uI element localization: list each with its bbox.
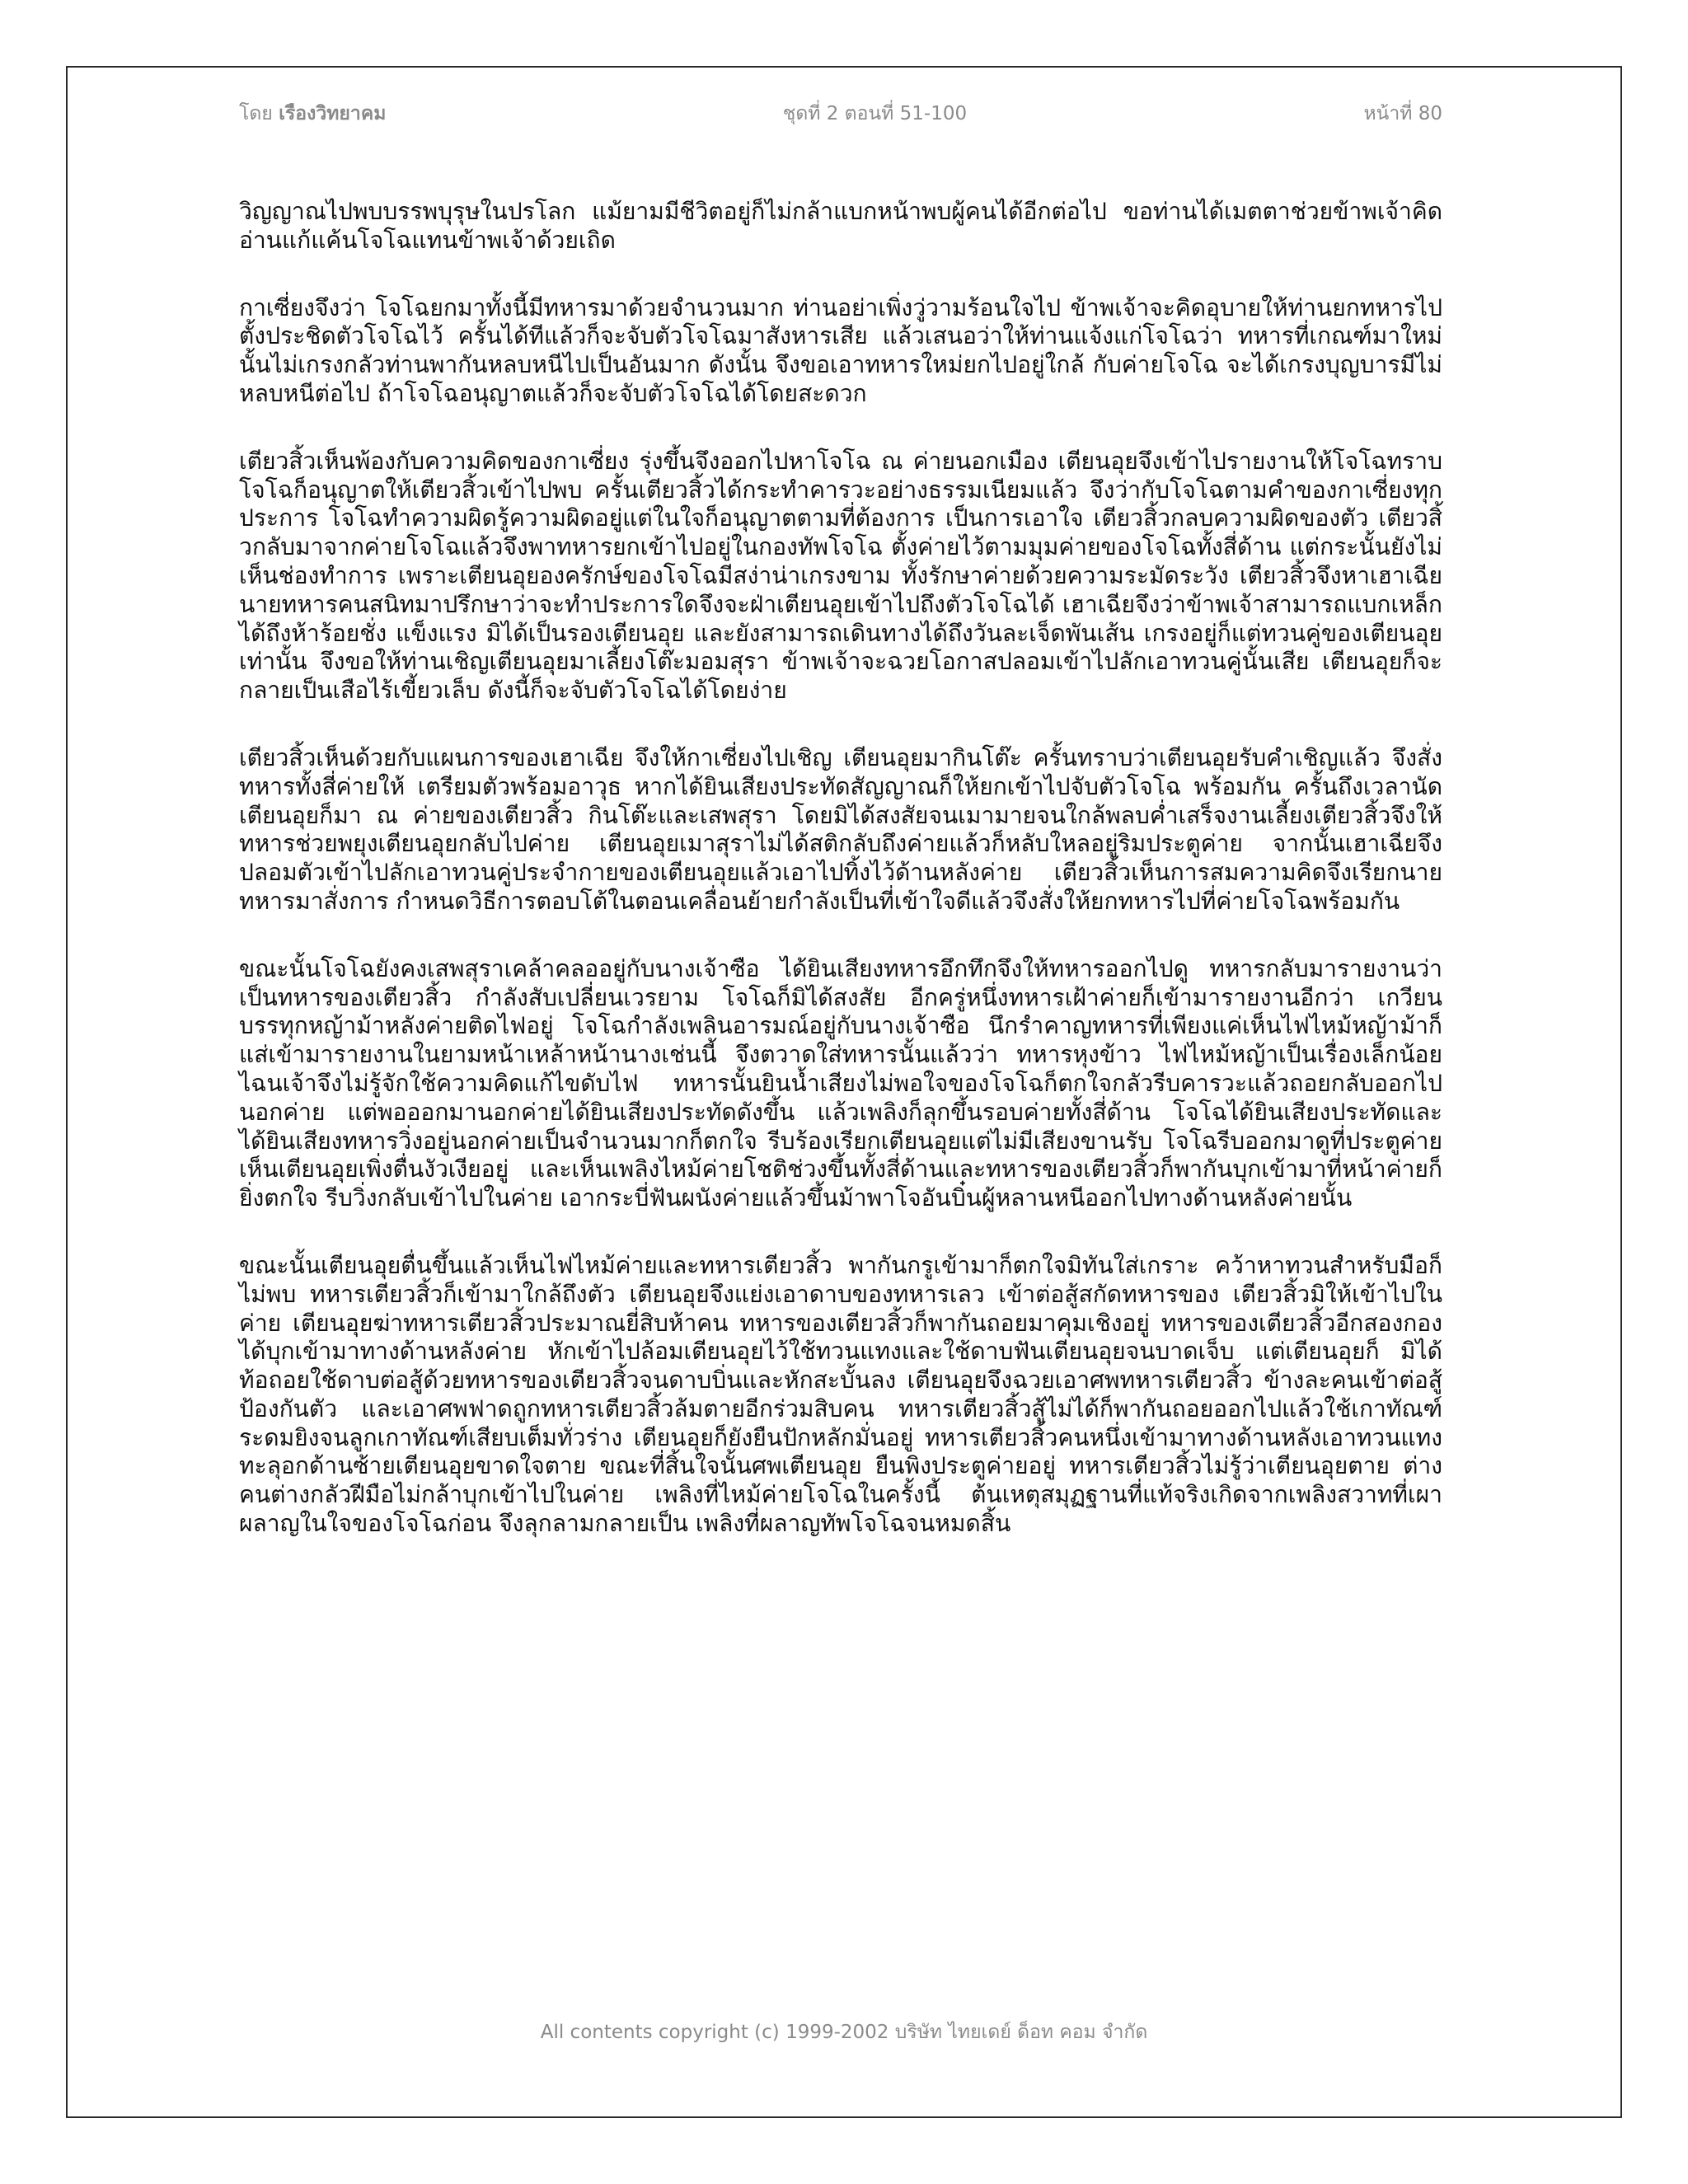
paragraph: กาเซี่ยงจึงว่า โจโฉยกมาทั้งนี้มีทหารมาด้วยจำนวนมาก ท่านอย่าเพิ่งวู่วามร้อนใจไป ข้าพเจ้าจะคิดอุบายให้ท่านยกทหารไปตั้งประชิดตัวโจโฉไว้ ครั้นได้ทีแล้วก็จะจับตัวโจโฉมาสังหารเสีย แล้วเสนอว่าให้ท่านแจ้งแก่โจโฉว่า ทหารที่เกณฑ์มาใหม่นั้นไม่เกรงกลัวท่านพากันหลบหนีไปเป็นอันมาก ดังนั้น จึงขอเอาทหารใหม่ยกไปอยู่ใกล้ กับค่ายโจโฉ จะได้เกรงบุญบารมีไม่หลบหนีต่อไป ถ้าโจโฉอนุญาตแล้วก็จะจับตัวโจโฉได้โดยสะดวก xyxy=(239,293,1442,407)
paragraph: วิญญาณไปพบบรรพบุรุษในปรโลก แม้ยามมีชีวิตอยู่ก็ไม่กล้าแบกหน้าพบผู้คนได้อีกต่อไป ขอท่านได้เมตตาช่วยข้าพเจ้าคิดอ่านแก้แค้นโจโฉแทนข้าพเจ้าด้วยเถิด xyxy=(239,198,1442,254)
paragraph: ขณะนั้นโจโฉยังคงเสพสุราเคล้าคลออยู่กับนางเจ้าซือ ได้ยินเสียงทหารอึกทึกจึงให้ทหารออกไปดู ทหารกลับมารายงานว่าเป็นทหารของเตียวสิ้ว กำลังสับเปลี่ยนเวรยาม โจโฉก็มิได้สงสัย อีกครู่หนึ่งทหารเฝ้าค่ายก็เข้ามารายงานอีกว่า เกวียนบรรทุกหญ้าม้าหลังค่ายติดไฟอยู่ โจโฉกำลังเพลินอารมณ์อยู่กับนางเจ้าซือ นึกรำคาญทหารที่เพียงแค่เห็นไฟไหม้หญ้าม้าก็แส่เข้ามารายงานในยามหน้าเหล้าหน้านางเช่นนี้ จึงตวาดใส่ทหารนั้นแล้วว่า ทหารหุงข้าว ไฟไหม้หญ้าเป็นเรื่องเล็กน้อย ไฉนเจ้าจึงไม่รู้จักใช้ความคิดแก้ไขดับไฟ ทหารนั้นยินน้ำเสียงไม่พอใจของโจโฉก็ตกใจกลัวรีบคารวะแล้วถอยกลับออกไปนอกค่าย แต่พอออกมานอกค่ายได้ยินเสียงประทัดดังขึ้น แล้วเพลิงก็ลุกขึ้นรอบค่ายทั้งสี่ด้าน โจโฉได้ยินเสียงประทัดและได้ยินเสียงทหารวิ่งอยู่นอกค่ายเป็นจำนวนมากก็ตกใจ รีบร้องเรียกเตียนอุยแต่ไม่มีเสียงขานรับ โจโฉรีบออกมาดูที่ประตูค่ายเห็นเตียนอุยเพิ่งตื่นงัวเงียอยู่ และเห็นเพลิงไหม้ค่ายโชติช่วงขึ้นทั้งสี่ด้านและทหารของเตียวสิ้วก็พากันบุกเข้ามาที่หน้าค่ายก็ยิ่งตกใจ รีบวิ่งกลับเข้าไปในค่าย เอากระบี่ฟันผนังค่ายแล้วขึ้นม้าพาโจอันบิ๋นผู้หลานหนีออกไปทางด้านหลังค่ายนั้น xyxy=(239,954,1442,1212)
page-number: หน้าที่ 80 xyxy=(1363,103,1442,124)
author-line xyxy=(239,99,386,129)
paragraph: เตียวสิ้วเห็นด้วยกับแผนการของเฮาเฉีย จึงให้กาเซี่ยงไปเชิญ เตียนอุยมากินโต๊ะ ครั้นทราบว่าเตียนอุยรับคำเชิญแล้ว จึงสั่งทหารทั้งสี่ค่ายให้ เตรียมตัวพร้อมอาวุธ หากได้ยินเสียงประทัดสัญญาณก็ให้ยกเข้าไปจับตัวโจโฉ พร้อมกัน ครั้นถึงเวลานัด เตียนอุยก็มา ณ ค่ายของเตียวสิ้ว กินโต๊ะและเสพสุรา โดยมิได้สงสัยจนเมามายจนใกล้พลบค่ำเสร็จงานเลี้ยงเตียวสิ้วจึงให้ทหารช่วยพยุงเตียนอุยกลับไปค่าย เตียนอุยเมาสุราไม่ได้สติกลับถึงค่ายแล้วก็หลับใหลอยู่ริมประตูค่าย จากนั้นเฮาเฉียจึงปลอมตัวเข้าไปลักเอาทวนคู่ประจำกายของเตียนอุยแล้วเอาไปทิ้งไว้ด้านหลังค่าย เตียวสิ้วเห็นการสมความคิดจึงเรียกนายทหารมาสั่งการ กำหนดวิธีการตอบโต้ในตอนเคลื่อนย้ายกำลังเป็นที่เข้าใจดีแล้วจึงสั่งให้ยกทหารไปที่ค่ายโจโฉพร้อมกัน xyxy=(239,743,1442,915)
copyright-footer: All contents copyright (c) 1999-2002 บริษัท ไทยเดย์ ด็อท คอม จำกัด xyxy=(540,2022,1148,2043)
series-label: ชุดที่ 2 ตอนที่ 51-100 xyxy=(782,103,968,124)
author-name: เรืองวิทยาคม xyxy=(279,103,387,124)
paragraph: ขณะนั้นเตียนอุยตื่นขึ้นแล้วเห็นไฟไหม้ค่ายและทหารเตียวสิ้ว พากันกรูเข้ามาก็ตกใจมิทันใส่เกราะ คว้าหาทวนสำหรับมือก็ไม่พบ ทหารเตียวสิ้วก็เข้ามาใกล้ถึงตัว เตียนอุยจึงแย่งเอาดาบของทหารเลว เข้าต่อสู้สกัดทหารของ เตียวสิ้วมิให้เข้าไปในค่าย เตียนอุยฆ่าทหารเตียวสิ้วประมาณยี่สิบห้าคน ทหารของเตียวสิ้วก็พากันถอยมาคุมเชิงอยู่ ทหารของเตียวสิ้วอีกสองกองได้บุกเข้ามาทางด้านหลังค่าย หักเข้าไปล้อมเตียนอุยไว้ใช้ทวนแทงและใช้ดาบฟันเตียนอุยจนบาดเจ็บ แต่เตียนอุยก็ มิได้ท้อถอยใช้ดาบต่อสู้ด้วยทหารของเตียวสิ้วจนดาบบิ่นและหักสะบั้นลง เตียนอุยจึงฉวยเอาศพทหารเตียวสิ้ว ข้างละคนเข้าต่อสู้ป้องกันตัว และเอาศพฟาดถูกทหารเตียวสิ้วล้มตายอีกร่วมสิบคน ทหารเตียวสิ้วสู้ไม่ได้ก็พากันถอยออกไปแล้วใช้เกาทัณฑ์ระดมยิงจนลูกเกาทัณฑ์เสียบเต็มทั่วร่าง เตียนอุยก็ยังยืนปักหลักมั่นอยู่ ทหารเตียวสิ้วคนหนึ่งเข้ามาทางด้านหลังเอาทวนแทง ทะลุอกด้านซ้ายเตียนอุยขาดใจตาย ขณะที่สิ้นใจนั้นศพเตียนอุย ยืนพิงประตูค่ายอยู่ ทหารเตียวสิ้วไม่รู้ว่าเตียนอุยตาย ต่างคนต่างกลัวฝีมือไม่กล้าบุกเข้าไปในค่าย เพลิงที่ไหม้ค่ายโจโฉในครั้งนี้ ต้นเหตุสมุฏฐานที่แท้จริงเกิดจากเพลิงสวาทที่เผาผลาญในใจของโจโฉก่อน จึงลุกลามกลายเป็น เพลิงที่ผลาญทัพโจโฉจนหมดสิ้น xyxy=(239,1251,1442,1538)
document-body xyxy=(239,198,1442,1577)
page-header xyxy=(239,97,1442,130)
author-prefix: โดย xyxy=(239,103,273,124)
paragraph: เตียวสิ้วเห็นพ้องกับความคิดของกาเซี่ยง รุ่งขึ้นจึงออกไปหาโจโฉ ณ ค่ายนอกเมือง เตียนอุยจึงเข้าไปรายงานให้โจโฉทราบ โจโฉก็อนุญาตให้เตียวสิ้วเข้าไปพบ ครั้นเตียวสิ้วได้กระทำคารวะอย่างธรรมเนียมแล้ว จึงว่ากับโจโฉตามคำของกาเซี่ยงทุกประการ โจโฉทำความผิดรู้ความผิดอยู่แต่ในใจก็อนุญาตตามที่ต้องการ เป็นการเอาใจ เตียวสิ้วกลบความผิดของตัว เตียวสิ้วกลับมาจากค่ายโจโฉแล้วจึงพาทหารยกเข้าไปอยู่ในกองทัพโจโฉ ตั้งค่ายไว้ตามมุมค่ายของโจโฉทั้งสี่ด้าน แต่กระนั้นยังไม่เห็นช่องทำการ เพราะเตียนอุยองครักษ์ของโจโฉมีสง่าน่าเกรงขาม ทั้งรักษาค่ายด้วยความระมัดระวัง เตียวสิ้วจึงหาเฮาเฉียนายทหารคนสนิทมาปรึกษาว่าจะทำประการใดจึงจะฝ่าเตียนอุยเข้าไปถึงตัวโจโฉได้ เฮาเฉียจึงว่าข้าพเจ้าสามารถแบกเหล็กได้ถึงห้าร้อยชั่ง แข็งแรง มิได้เป็นรองเตียนอุย และยังสามารถเดินทางได้ถึงวันละเจ็ดพันเส้น เกรงอยู่ก็แต่ทวนคู่ของเตียนอุยเท่านั้น จึงขอให้ท่านเชิญเตียนอุยมาเลี้ยงโต๊ะมอมสุรา ข้าพเจ้าจะฉวยโอกาสปลอมเข้าไปลักเอาทวนคู่นั้นเสีย เตียนอุยก็จะกลายเป็นเสือไร้เขี้ยวเล็บ ดังนี้ก็จะจับตัวโจโฉได้โดยง่าย xyxy=(239,447,1442,705)
